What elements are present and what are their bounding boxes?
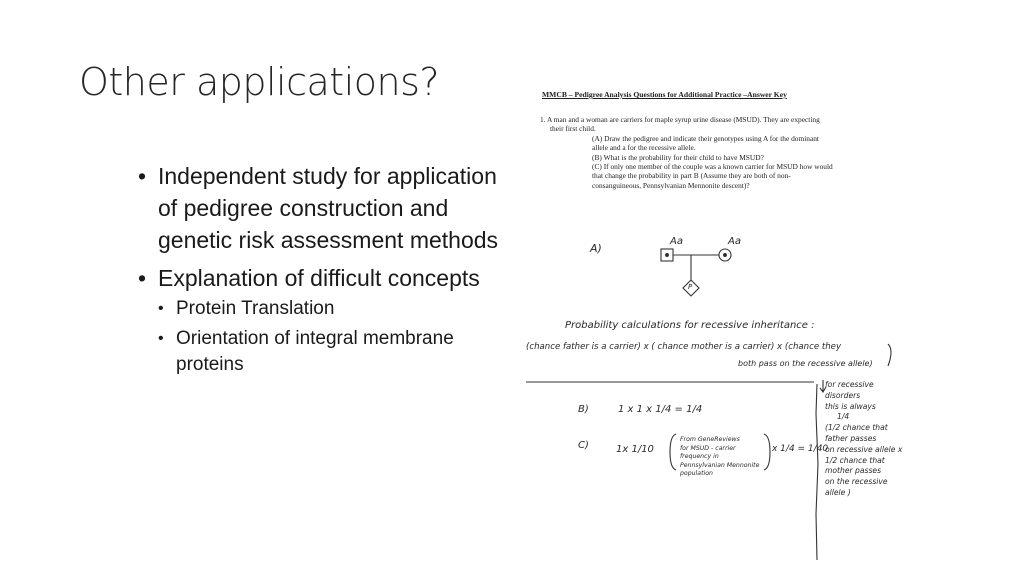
sub-bullet-item [158, 296, 518, 322]
question-line: (B) What is the probability for their child to have MSUD? [592, 152, 764, 162]
note-line: Pennsylvanian Mennonite [680, 461, 760, 469]
part-c-note [680, 436, 759, 479]
child-symbol: P [688, 283, 693, 291]
note-line: for MSUD - carrier [680, 444, 736, 452]
part-c-calc-left: 1x 1/10 [616, 444, 654, 455]
sub-bullet-item [158, 326, 518, 378]
side-note-line: on the recessive [825, 477, 888, 487]
sub-bullet-text: Protein Translation [176, 298, 335, 319]
sub-bullet-list [158, 296, 518, 378]
prob-heading: Probability calculations for recessive inheritance : [565, 320, 815, 331]
question-line: 1. A man and a woman are carriers for maple syrup urine disease (MSUD). They are expecting [540, 115, 820, 124]
bullet-text: Explanation of difficult concepts [158, 265, 480, 291]
note-line: From GeneReviews [680, 436, 740, 443]
doc-header: MMCB – Pedigree Analysis Questions for Additional Practice –Answer Key [542, 90, 787, 99]
part-b-calc: 1 x 1 x 1/4 = 1/4 [618, 404, 703, 415]
side-note-line: this is always [825, 401, 876, 411]
slide-title: Other applications? [79, 60, 440, 104]
part-b-label: B) [578, 404, 589, 415]
side-note-line: disorders [825, 390, 861, 400]
part-a-label: A) [590, 242, 602, 255]
genotype-mother: Aa [728, 236, 741, 247]
side-note-line: for recessive [825, 380, 874, 389]
note-line: population [680, 470, 713, 478]
side-note-line: allele ) [825, 487, 851, 497]
note-line: frequency in [680, 453, 719, 461]
question-line: (C) If only one member of the couple was a known carrier for MSUD how would [592, 162, 833, 172]
part-c-label: C) [578, 440, 589, 451]
sub-bullet-text: Orientation of integral membrane proteins [176, 328, 454, 375]
formula-line-2: both pass on the recessive allele) [738, 359, 873, 368]
question-line: allele and a for the recessive allele. [592, 143, 696, 153]
part-c-calc-right: x 1/4 = 1/40 [772, 444, 829, 454]
side-note [825, 380, 902, 499]
question-line: their first child. [550, 124, 596, 134]
question-line: consanguineous, Pennsylvanian Mennonite descent)? [592, 180, 750, 190]
side-note-line: 1/2 chance that [825, 455, 885, 465]
answer-key-scan [520, 84, 930, 564]
side-note-line: 1/4 [837, 412, 850, 422]
genotype-father: Aa [670, 236, 683, 247]
bullet-item [138, 262, 518, 378]
side-note-line: father passes [825, 433, 877, 443]
side-note-line: on recessive allele x [825, 444, 903, 454]
question-line: that change the probability in part B (Assume they are both of non- [592, 171, 791, 181]
bullet-item [138, 160, 518, 256]
formula-line-1: (chance father is a carrier) x ( chance mother is a carrier) x (chance they [526, 342, 842, 352]
question-line: (A) Draw the pedigree and indicate their genotypes using A for the dominant [592, 133, 819, 143]
bullet-list [138, 160, 518, 384]
bullet-text: Independent study for application of pedigree construction and genetic risk assessment methods [158, 163, 499, 253]
side-note-line: (1/2 chance that [825, 423, 888, 433]
side-note-line: mother passes [825, 466, 882, 476]
